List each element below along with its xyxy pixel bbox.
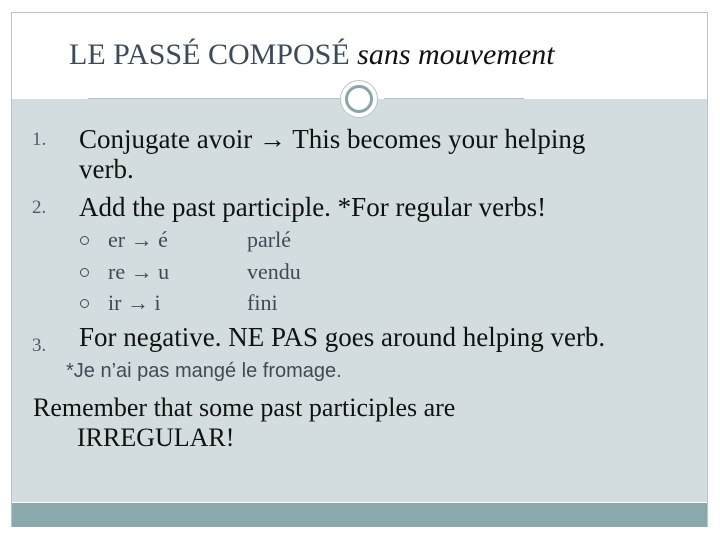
ending-rule-re: re → u <box>108 259 170 284</box>
ending-example-re: vendu <box>247 259 301 284</box>
remember-line-1: Remember that some past participles are <box>33 393 456 422</box>
bullet-icon <box>80 299 89 308</box>
step-number-3: 3. <box>32 335 47 356</box>
ending-example-er: parlé <box>247 227 291 252</box>
remember-note <box>33 393 455 453</box>
step-1-line-2: verb. <box>79 154 134 184</box>
ending-rule-er: er → é <box>108 227 168 252</box>
remember-line-2: IRREGULAR! <box>77 423 235 452</box>
slide-title <box>69 38 555 72</box>
circle-ornament-icon <box>340 80 378 118</box>
step-1-line-1: Conjugate avoir → This becomes your helping <box>79 124 586 154</box>
title-italic: sans mouvement <box>357 38 555 71</box>
ending-example-ir: fini <box>247 290 278 315</box>
bullet-icon <box>80 268 89 277</box>
bullet-icon <box>80 236 89 245</box>
example-sentence: *Je n’ai pas mangé le fromage. <box>66 360 342 382</box>
step-2-line-1: Add the past participle. *For regular verbs! <box>79 192 547 222</box>
step-3-line-1: For negative. NE PAS goes around helping verb. <box>79 322 606 352</box>
step-number-1: 1. <box>32 129 47 150</box>
title-main: LE PASSÉ COMPOSÉ <box>69 38 350 71</box>
footer-bar <box>12 503 707 527</box>
ending-rule-ir: ir → i <box>108 290 161 315</box>
step-number-2: 2. <box>32 197 47 218</box>
